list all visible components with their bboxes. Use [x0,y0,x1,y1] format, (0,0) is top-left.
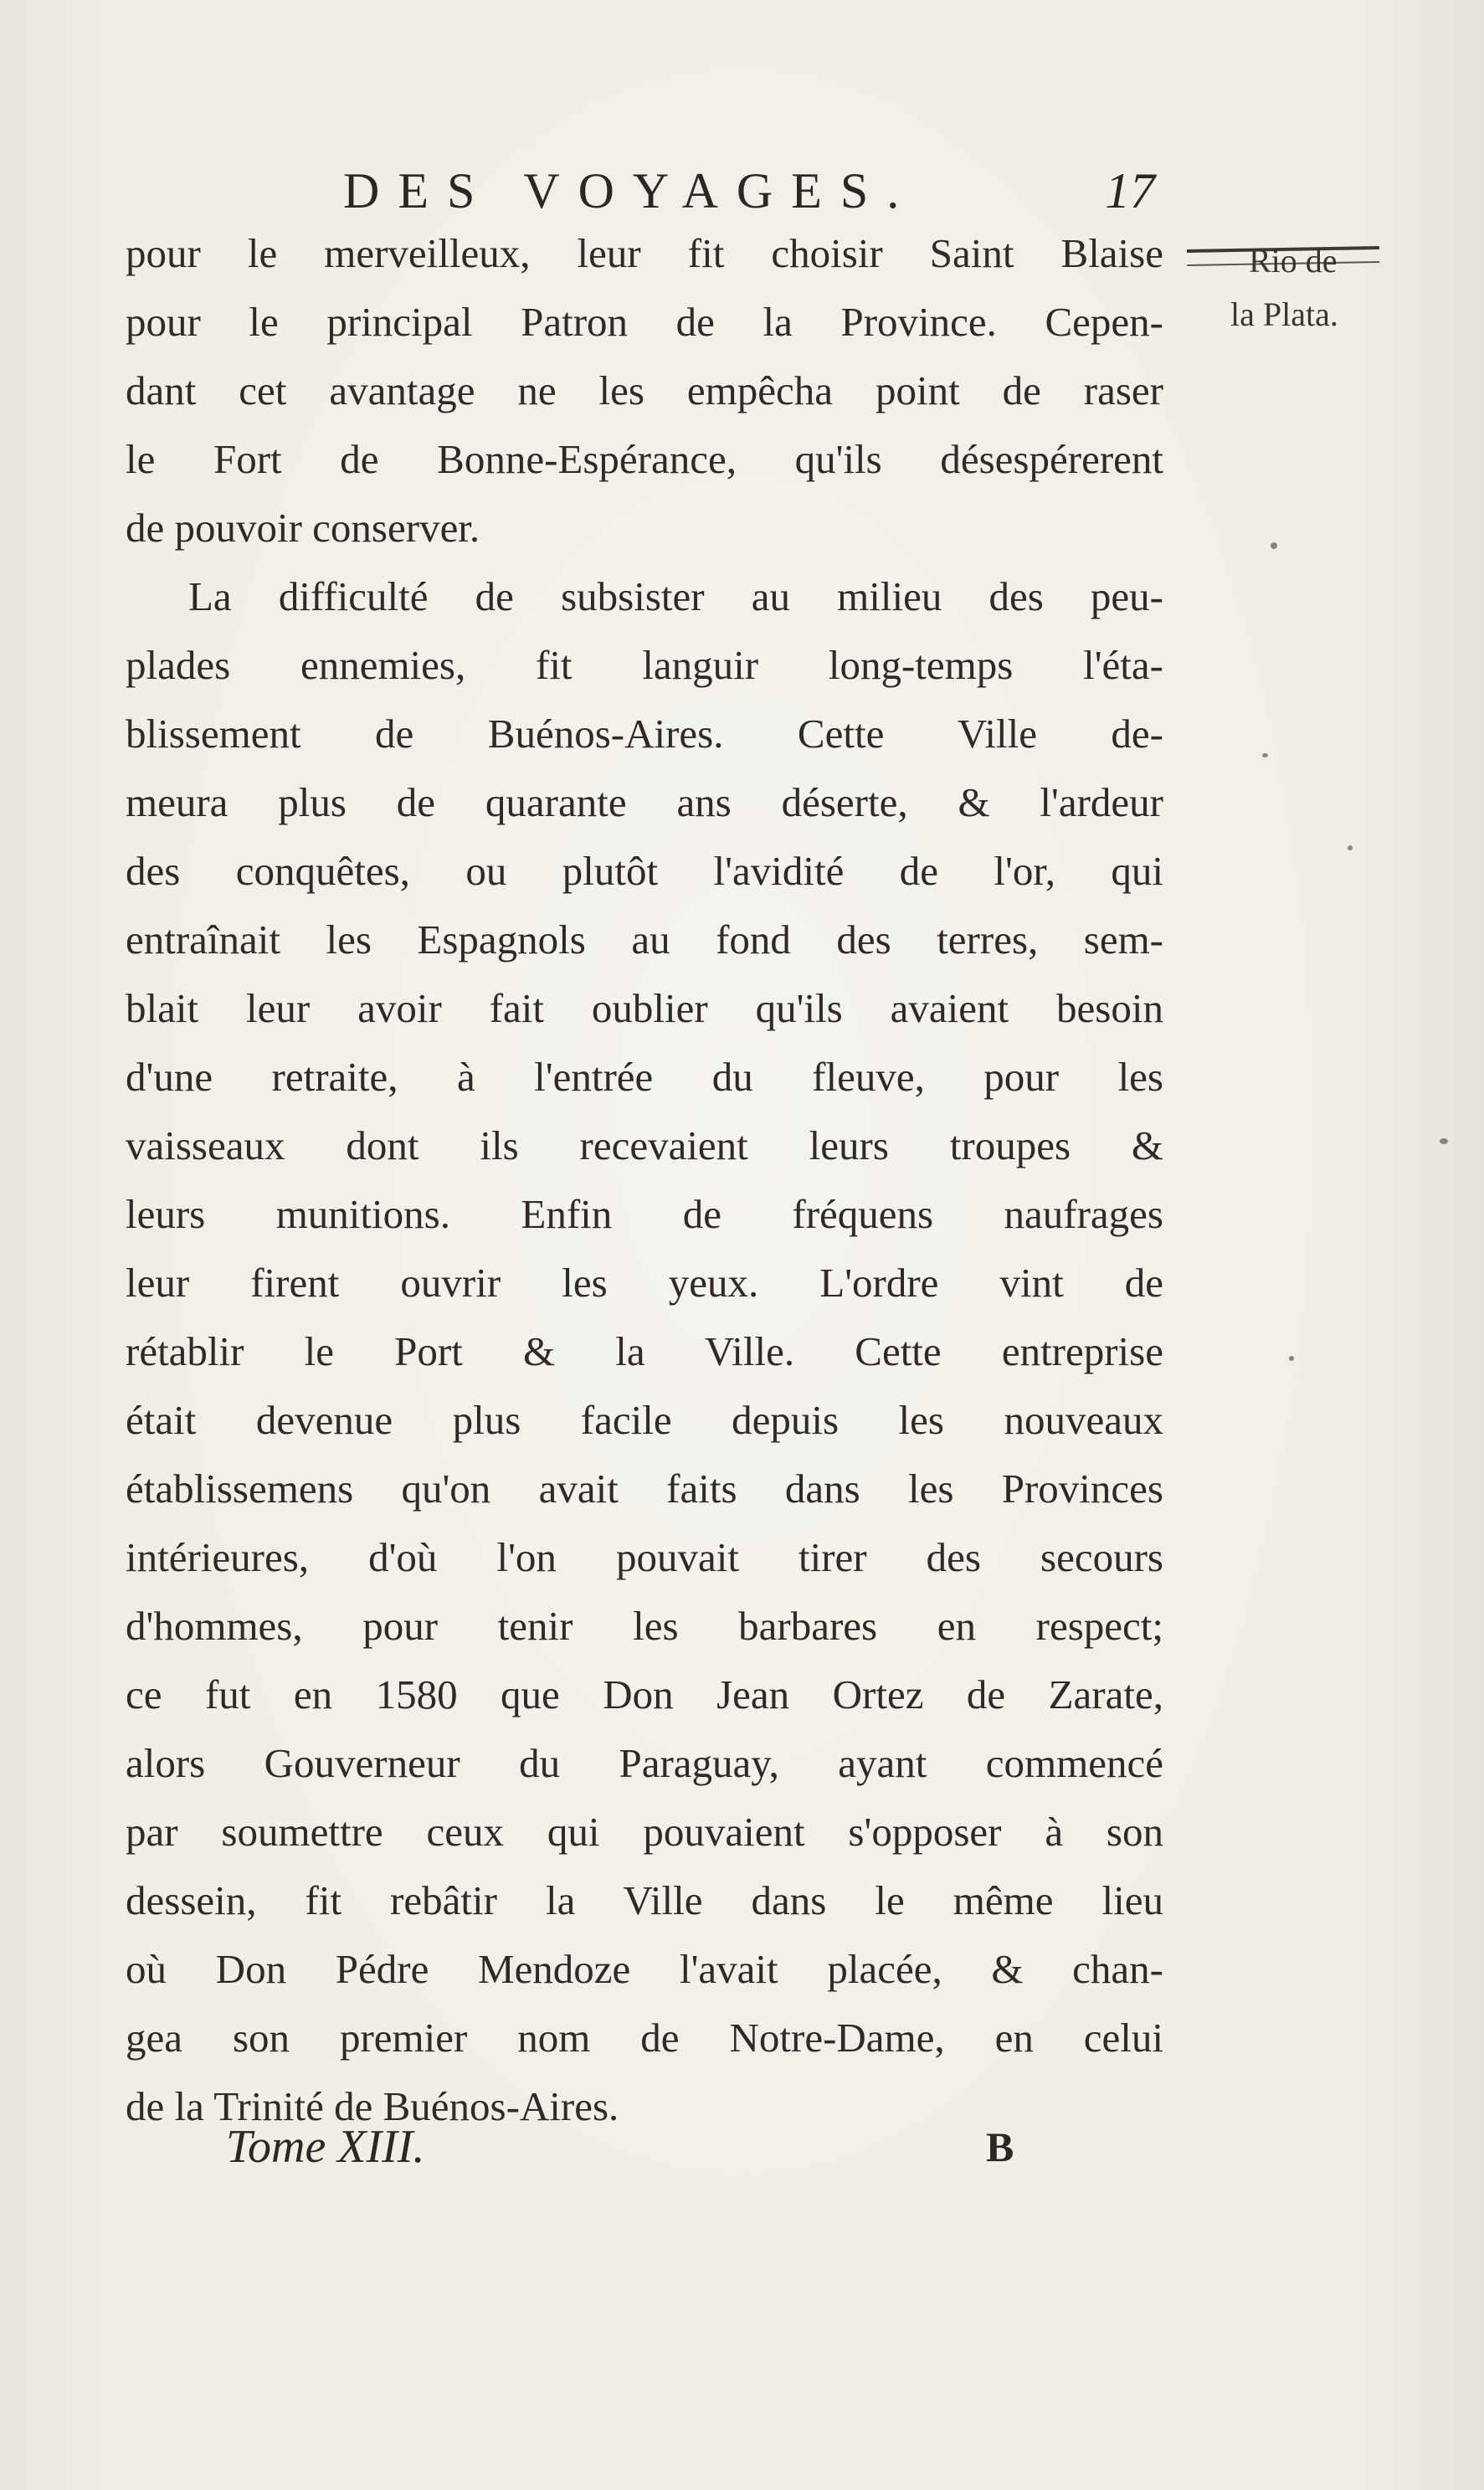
text-line: pour le principal Patron de la Province. Cepen- [126,299,1163,345]
text-line: blissement de Buénos-Aires. Cette Ville de- [126,711,1163,757]
text-line: où Don Pédre Mendoze l'avait placée, & chan- [126,1946,1163,1992]
paper-speck [1348,845,1353,850]
paper-speck [1262,753,1268,757]
page-footer [226,2118,1063,2176]
margin-note-line: Rio de [1249,242,1338,280]
body-text [126,219,1163,2141]
text-line: plades ennemies, fit languir long-temps l'éta- [126,642,1163,688]
paragraph-2 [126,562,1163,2141]
running-title: DES VOYAGES. [343,163,918,218]
text-line: leur firent ouvrir les yeux. L'ordre vint de [126,1260,1163,1306]
text-line: vaisseaux dont ils recevaient leurs troupes & [126,1122,1163,1168]
text-line: par soumettre ceux qui pouvaient s'opposer à son [126,1809,1163,1855]
text-line: établissemens qu'on avait faits dans les Provinces [126,1466,1163,1512]
text-line: d'une retraite, à l'entrée du fleuve, pour les [126,1054,1163,1100]
paper-speck [1289,1356,1294,1361]
paper-speck [1271,542,1277,549]
text-line: ce fut en 1580 que Don Jean Ortez de Zarate, [126,1671,1163,1717]
text-line: le Fort de Bonne-Espérance, qu'ils désespérerent [126,436,1163,482]
margin-note [1230,234,1398,341]
text-line: pour le merveilleux, leur fit choisir Saint Blaise [126,230,1163,276]
text-line: était devenue plus facile depuis les nouveaux [126,1397,1163,1443]
text-line: des conquêtes, ou plutôt l'avidité de l'or, qui [126,848,1163,894]
paragraph-1 [126,219,1163,562]
paper-speck [1440,1138,1448,1144]
text-line: entraînait les Espagnols au fond des terres, sem- [126,916,1163,963]
signature-mark: B [986,2123,1014,2170]
text-line: alors Gouverneur du Paraguay, ayant commencé [126,1740,1163,1786]
text-line: meura plus de quarante ans déserte, & l'ardeur [126,779,1163,825]
page-number: 17 [1105,163,1155,218]
text-line: gea son premier nom de Notre-Dame, en celui [126,2015,1163,2061]
text-line: leurs munitions. Enfin de fréquens naufrages [126,1191,1163,1237]
text-line: blait leur avoir fait oublier qu'ils avaient besoin [126,985,1163,1031]
text-line: de pouvoir conserver. [126,505,480,551]
margin-note-line: la Plata. [1230,295,1338,333]
text-line: rétablir le Port & la Ville. Cette entreprise [126,1328,1163,1374]
text-line: dessein, fit rebâtir la Ville dans le même lieu [126,1877,1163,1923]
text-line: d'hommes, pour tenir les barbares en respect; [126,1603,1163,1649]
text-line: de la Trinité de Buénos-Aires. [126,2083,619,2129]
text-line: La difficulté de subsister au milieu des peu- [188,573,1163,619]
volume-label: Tome XIII. [226,2121,425,2173]
text-line: intérieures, d'où l'on pouvait tirer des secours [126,1534,1163,1580]
text-line: dant cet avantage ne les empêcha point de raser [126,367,1163,413]
page-header [343,157,1180,224]
